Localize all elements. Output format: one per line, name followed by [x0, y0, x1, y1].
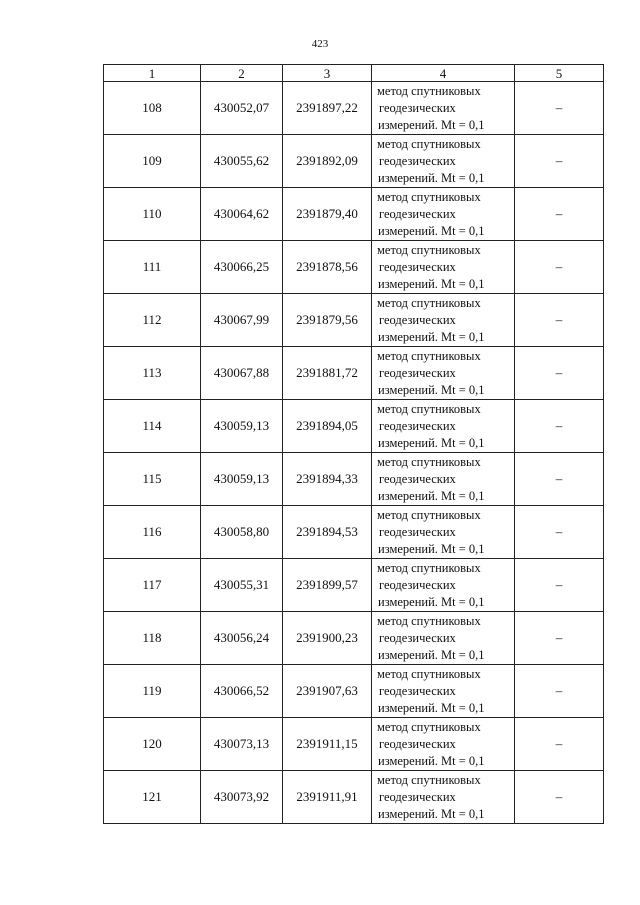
- method-line: измерений. Mt = 0,1: [378, 753, 485, 768]
- y-coordinate-cell: 2391879,56: [283, 294, 372, 347]
- method-cell: [372, 665, 515, 718]
- point-number-cell: 110: [104, 188, 201, 241]
- x-coordinate-cell: 430073,92: [201, 771, 283, 824]
- point-number-cell: 113: [104, 347, 201, 400]
- method-line: измерений. Mt = 0,1: [378, 700, 485, 715]
- note-cell: –: [515, 135, 604, 188]
- note-cell: –: [515, 718, 604, 771]
- method-line: геодезических: [379, 153, 456, 168]
- table-row: [104, 135, 604, 188]
- method-cell: [372, 453, 515, 506]
- method-line: геодезических: [379, 100, 456, 115]
- method-cell: [372, 718, 515, 771]
- page-number: 423: [311, 38, 329, 50]
- method-line: измерений. Mt = 0,1: [378, 329, 485, 344]
- table-row: [104, 241, 604, 294]
- method-line: геодезических: [379, 206, 456, 221]
- method-line: метод спутниковых: [377, 666, 481, 681]
- method-cell: [372, 135, 515, 188]
- x-coordinate-cell: 430058,80: [201, 506, 283, 559]
- header-col-4: 4: [372, 65, 515, 82]
- x-coordinate-cell: 430059,13: [201, 453, 283, 506]
- method-line: измерений. Mt = 0,1: [378, 276, 485, 291]
- header-col-2: 2: [201, 65, 283, 82]
- method-line: геодезических: [379, 630, 456, 645]
- x-coordinate-cell: 430055,62: [201, 135, 283, 188]
- y-coordinate-cell: 2391894,33: [283, 453, 372, 506]
- method-line: геодезических: [379, 577, 456, 592]
- note-cell: –: [515, 559, 604, 612]
- note-cell: –: [515, 400, 604, 453]
- method-line: измерений. Mt = 0,1: [378, 117, 485, 132]
- table-row: [104, 82, 604, 135]
- y-coordinate-cell: 2391897,22: [283, 82, 372, 135]
- point-number-cell: 114: [104, 400, 201, 453]
- y-coordinate-cell: 2391911,15: [283, 718, 372, 771]
- coordinates-table: [103, 64, 604, 824]
- x-coordinate-cell: 430056,24: [201, 612, 283, 665]
- method-line: измерений. Mt = 0,1: [378, 488, 485, 503]
- method-cell: [372, 241, 515, 294]
- table-header: [104, 65, 604, 82]
- header-col-3: 3: [283, 65, 372, 82]
- note-cell: –: [515, 294, 604, 347]
- method-cell: [372, 347, 515, 400]
- method-line: метод спутниковых: [377, 772, 481, 787]
- x-coordinate-cell: 430064,62: [201, 188, 283, 241]
- method-line: геодезических: [379, 736, 456, 751]
- method-line: измерений. Mt = 0,1: [378, 223, 485, 238]
- method-line: измерений. Mt = 0,1: [378, 541, 485, 556]
- method-line: геодезических: [379, 259, 456, 274]
- y-coordinate-cell: 2391878,56: [283, 241, 372, 294]
- y-coordinate-cell: 2391900,23: [283, 612, 372, 665]
- method-line: геодезических: [379, 524, 456, 539]
- method-line: геодезических: [379, 312, 456, 327]
- y-coordinate-cell: 2391911,91: [283, 771, 372, 824]
- table-row: [104, 771, 604, 824]
- y-coordinate-cell: 2391879,40: [283, 188, 372, 241]
- method-line: метод спутниковых: [377, 613, 481, 628]
- method-line: метод спутниковых: [377, 719, 481, 734]
- note-cell: –: [515, 506, 604, 559]
- note-cell: –: [515, 241, 604, 294]
- method-line: геодезических: [379, 418, 456, 433]
- method-line: измерений. Mt = 0,1: [378, 382, 485, 397]
- x-coordinate-cell: 430055,31: [201, 559, 283, 612]
- x-coordinate-cell: 430066,52: [201, 665, 283, 718]
- point-number-cell: 108: [104, 82, 201, 135]
- point-number-cell: 116: [104, 506, 201, 559]
- method-line: измерений. Mt = 0,1: [378, 170, 485, 185]
- x-coordinate-cell: 430067,88: [201, 347, 283, 400]
- y-coordinate-cell: 2391894,05: [283, 400, 372, 453]
- table-row: [104, 559, 604, 612]
- table-body: [104, 82, 604, 824]
- x-coordinate-cell: 430059,13: [201, 400, 283, 453]
- point-number-cell: 119: [104, 665, 201, 718]
- method-cell: [372, 82, 515, 135]
- x-coordinate-cell: 430067,99: [201, 294, 283, 347]
- method-line: геодезических: [379, 365, 456, 380]
- method-cell: [372, 612, 515, 665]
- table-row: [104, 400, 604, 453]
- method-cell: [372, 294, 515, 347]
- method-line: метод спутниковых: [377, 348, 481, 363]
- x-coordinate-cell: 430073,13: [201, 718, 283, 771]
- method-line: метод спутниковых: [377, 507, 481, 522]
- method-line: метод спутниковых: [377, 454, 481, 469]
- method-line: метод спутниковых: [377, 401, 481, 416]
- table-row: [104, 188, 604, 241]
- x-coordinate-cell: 430066,25: [201, 241, 283, 294]
- note-cell: –: [515, 665, 604, 718]
- method-line: измерений. Mt = 0,1: [378, 806, 485, 821]
- note-cell: –: [515, 188, 604, 241]
- method-cell: [372, 188, 515, 241]
- point-number-cell: 121: [104, 771, 201, 824]
- method-line: метод спутниковых: [377, 560, 481, 575]
- table-row: [104, 294, 604, 347]
- method-line: измерений. Mt = 0,1: [378, 435, 485, 450]
- method-line: измерений. Mt = 0,1: [378, 647, 485, 662]
- table-row: [104, 665, 604, 718]
- method-line: метод спутниковых: [377, 295, 481, 310]
- x-coordinate-cell: 430052,07: [201, 82, 283, 135]
- table-row: [104, 612, 604, 665]
- method-line: геодезических: [379, 471, 456, 486]
- header-col-5: 5: [515, 65, 604, 82]
- method-line: геодезических: [379, 683, 456, 698]
- y-coordinate-cell: 2391892,09: [283, 135, 372, 188]
- point-number-cell: 109: [104, 135, 201, 188]
- note-cell: –: [515, 771, 604, 824]
- note-cell: –: [515, 453, 604, 506]
- method-line: метод спутниковых: [377, 83, 481, 98]
- header-row: [104, 65, 604, 82]
- note-cell: –: [515, 347, 604, 400]
- point-number-cell: 115: [104, 453, 201, 506]
- table-row: [104, 453, 604, 506]
- y-coordinate-cell: 2391881,72: [283, 347, 372, 400]
- method-cell: [372, 506, 515, 559]
- method-line: геодезических: [379, 789, 456, 804]
- method-cell: [372, 771, 515, 824]
- note-cell: –: [515, 82, 604, 135]
- table-row: [104, 718, 604, 771]
- method-line: метод спутниковых: [377, 189, 481, 204]
- method-line: измерений. Mt = 0,1: [378, 594, 485, 609]
- y-coordinate-cell: 2391899,57: [283, 559, 372, 612]
- y-coordinate-cell: 2391907,63: [283, 665, 372, 718]
- method-cell: [372, 400, 515, 453]
- point-number-cell: 120: [104, 718, 201, 771]
- point-number-cell: 112: [104, 294, 201, 347]
- table-row: [104, 506, 604, 559]
- method-cell: [372, 559, 515, 612]
- point-number-cell: 111: [104, 241, 201, 294]
- note-cell: –: [515, 612, 604, 665]
- header-col-1: 1: [104, 65, 201, 82]
- y-coordinate-cell: 2391894,53: [283, 506, 372, 559]
- table-row: [104, 347, 604, 400]
- point-number-cell: 117: [104, 559, 201, 612]
- point-number-cell: 118: [104, 612, 201, 665]
- method-line: метод спутниковых: [377, 136, 481, 151]
- method-line: метод спутниковых: [377, 242, 481, 257]
